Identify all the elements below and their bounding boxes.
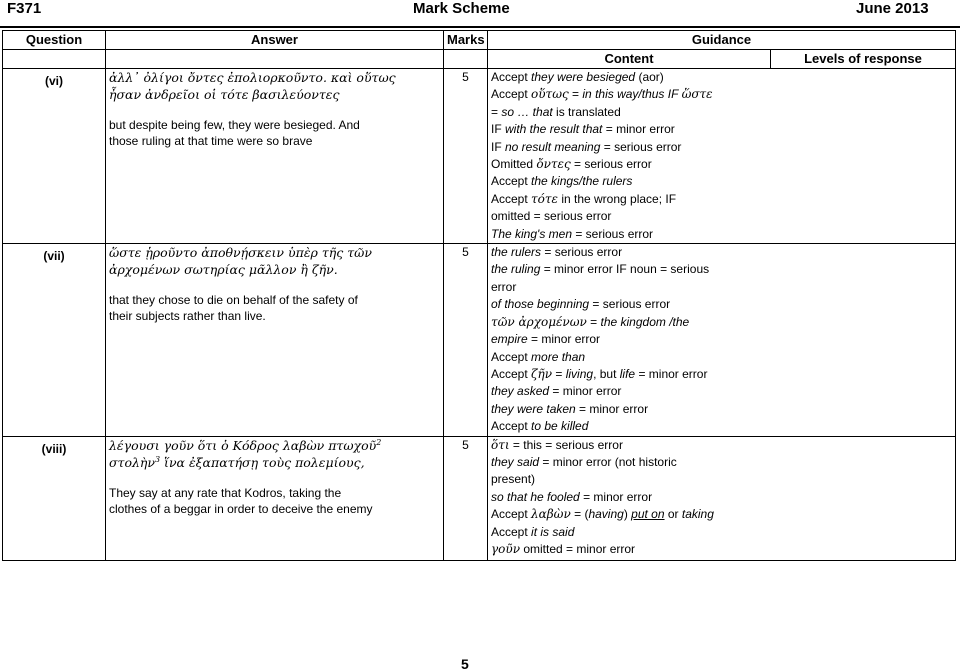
guidance-text: ὅτι: [491, 437, 510, 452]
guidance-line: [491, 226, 952, 243]
guidance-text: IF: [664, 87, 682, 102]
guidance-text: living: [565, 366, 594, 381]
guidance-line: [491, 506, 952, 523]
col-marks: Marks: [444, 31, 488, 50]
guidance-text: Accept: [491, 524, 532, 539]
guidance-text: οὕτως: [531, 87, 569, 102]
guidance-text: ὄντες: [536, 157, 571, 172]
guidance-text: = minor error: [579, 489, 653, 504]
guidance-text: or: [664, 507, 682, 522]
guidance-text: Omitted: [491, 157, 537, 172]
guidance-line: [491, 139, 952, 156]
guidance-text: (aor): [635, 70, 664, 84]
guidance-text: omitted = serious error: [491, 209, 612, 224]
guidance-text: = serious error: [541, 245, 623, 260]
guidance-text: taking: [681, 507, 714, 522]
guidance-line: [491, 331, 952, 348]
guidance-line: [491, 191, 952, 208]
guidance-text: they were besieged: [531, 70, 636, 84]
guidance-text: = this = serious error: [509, 437, 623, 452]
guidance-text: =: [491, 104, 502, 119]
translation-line: their subjects rather than live.: [109, 309, 266, 324]
guidance-text: is translated: [552, 104, 621, 119]
question-number: (viii): [3, 436, 106, 560]
guidance-cell: [488, 69, 956, 244]
table-header-row: [3, 31, 956, 50]
guidance-line: [491, 156, 952, 173]
guidance-text: Accept: [491, 366, 532, 381]
guidance-line: [491, 104, 952, 121]
greek-text-line: στολὴν$^3$ ἵνα ἐξαπατήσῃ τοὺς πολεμίους,: [109, 454, 365, 470]
guidance-text: τῶν ἀρχομένων: [491, 314, 587, 329]
guidance-line: [491, 383, 952, 400]
guidance-text: The king's men: [491, 226, 572, 241]
guidance-line: [491, 208, 952, 225]
guidance-text: so that he fooled: [491, 489, 580, 504]
guidance-text: = minor error: [575, 401, 649, 416]
answer-cell: [106, 69, 444, 244]
guidance-line: [491, 86, 952, 103]
guidance-text: =: [552, 366, 566, 381]
document-date: June 2013: [856, 0, 929, 17]
guidance-text: ζῆν: [531, 366, 553, 381]
guidance-line: [491, 296, 952, 313]
guidance-text: Accept: [491, 174, 532, 189]
guidance-text: in the wrong place; IF: [557, 191, 677, 206]
marks-value: 5: [444, 436, 488, 560]
guidance-text: = serious error: [572, 226, 654, 241]
translation-line: that they chose to die on behalf of the safety of: [109, 293, 358, 308]
guidance-text: it is said: [531, 524, 575, 539]
translation-line: They say at any rate that Kodros, taking the: [109, 485, 342, 500]
guidance-text: IF: [491, 139, 505, 154]
marks-value: 5: [444, 69, 488, 244]
header-rule: [0, 26, 960, 28]
guidance-text: omitted = minor error: [520, 541, 636, 556]
guidance-text: = minor error: [549, 384, 622, 399]
translation-line: but despite being few, they were besieged. And: [109, 118, 360, 132]
guidance-text: = minor error IF noun = serious: [540, 262, 710, 277]
guidance-text: error: [491, 279, 517, 294]
guidance-text: , but: [593, 366, 620, 381]
guidance-text: life: [619, 366, 636, 381]
guidance-cell: [488, 436, 956, 560]
greek-text-line: λέγουσι γοῦν ὅτι ὁ Κόδρος λαβὼν πτωχοῦ$^2$: [109, 437, 382, 453]
page-number: 5: [461, 656, 469, 672]
guidance-text: Accept: [491, 507, 532, 522]
guidance-text: they were taken: [491, 401, 576, 416]
guidance-line: [491, 314, 952, 331]
question-number: (vi): [3, 69, 106, 244]
guidance-text: γοῦν: [491, 541, 520, 556]
guidance-line: [491, 524, 952, 541]
col-content: Content: [488, 50, 771, 69]
table-row: [3, 69, 956, 244]
guidance-text: =: [586, 314, 601, 329]
guidance-line: [491, 121, 952, 138]
document-code: F371: [7, 0, 42, 17]
guidance-line: [491, 261, 952, 278]
guidance-line: [491, 437, 952, 454]
guidance-text: ): [623, 507, 632, 522]
guidance-text: =: [568, 87, 583, 102]
guidance-line: [491, 401, 952, 418]
guidance-text: = minor error: [527, 332, 601, 347]
table-row: [3, 436, 956, 560]
guidance-text: = serious error: [570, 157, 652, 172]
guidance-text: the kings/the rulers: [531, 174, 633, 189]
guidance-line: [491, 244, 952, 261]
guidance-text: = serious error: [600, 139, 682, 154]
guidance-line: [491, 471, 952, 488]
guidance-text: empire: [491, 332, 528, 347]
guidance-text: the rulers: [491, 245, 542, 260]
guidance-line: [491, 454, 952, 471]
table-subheader-row: [3, 50, 956, 69]
guidance-text: τότε: [531, 191, 558, 206]
guidance-text: = serious error: [589, 297, 671, 312]
greek-text-line: ὥστε ᾑροῦντο ἀποθνῄσκειν ὑπὲρ τῆς τῶν: [109, 245, 372, 261]
guidance-line: [491, 69, 952, 86]
guidance-text: they said: [491, 454, 540, 469]
guidance-text: no result meaning: [505, 139, 601, 154]
document-title: Mark Scheme: [413, 0, 510, 17]
guidance-text: Accept: [491, 87, 532, 102]
marks-value: 5: [444, 244, 488, 436]
guidance-text: Accept: [491, 419, 532, 434]
guidance-text: = minor error: [635, 366, 708, 381]
col-question: Question: [3, 31, 106, 50]
guidance-text: of those beginning: [491, 297, 590, 312]
answer-cell: [106, 436, 444, 560]
guidance-text: the kingdom /the: [600, 314, 690, 329]
guidance-text: to be killed: [531, 419, 589, 434]
guidance-line: [491, 418, 952, 435]
guidance-line: [491, 541, 952, 558]
guidance-text: present): [491, 472, 536, 487]
guidance-text: more than: [531, 349, 586, 364]
guidance-cell: [488, 244, 956, 436]
mark-scheme-table: [2, 30, 956, 561]
guidance-text: they asked: [491, 384, 550, 399]
guidance-text: in this way/thus: [582, 87, 665, 102]
guidance-text: = (: [570, 507, 589, 522]
guidance-text: the ruling: [491, 262, 541, 277]
guidance-text: IF: [491, 122, 505, 137]
guidance-text: λαβὼν: [531, 507, 571, 522]
guidance-text: Accept: [491, 191, 532, 206]
guidance-text: so … that: [501, 104, 553, 119]
guidance-line: [491, 173, 952, 190]
col-guidance: Guidance: [488, 31, 956, 50]
guidance-text: having: [588, 507, 624, 522]
table-row: [3, 244, 956, 436]
greek-text-line: ἀλλ᾽ ὀλίγοι ὄντες ἐπολιορκοῦντο. καὶ οὕτως: [109, 70, 396, 85]
answer-cell: [106, 244, 444, 436]
guidance-text: ὥστε: [681, 87, 713, 102]
guidance-line: [491, 489, 952, 506]
guidance-line: [491, 366, 952, 383]
translation-line: clothes of a beggar in order to deceive the enemy: [109, 501, 373, 516]
greek-text-line: ἦσαν ἀνδρεῖοι οἱ τότε βασιλεύοντες: [109, 87, 340, 102]
guidance-text: = minor error: [602, 122, 675, 137]
translation-line: those ruling at that time were so brave: [109, 134, 313, 148]
guidance-line: [491, 349, 952, 366]
guidance-text: put on: [631, 507, 665, 522]
guidance-text: Accept: [491, 349, 532, 364]
guidance-text: with the result that: [505, 122, 603, 137]
guidance-text: = minor error (not historic: [539, 454, 677, 469]
greek-text-line: ἀρχομένων σωτηρίας μᾶλλον ἢ ζῆν.: [109, 262, 338, 278]
guidance-text: Accept: [491, 70, 532, 84]
col-levels: Levels of response: [771, 50, 956, 69]
col-answer: Answer: [106, 31, 444, 50]
guidance-line: [491, 279, 952, 296]
question-number: (vii): [3, 244, 106, 436]
